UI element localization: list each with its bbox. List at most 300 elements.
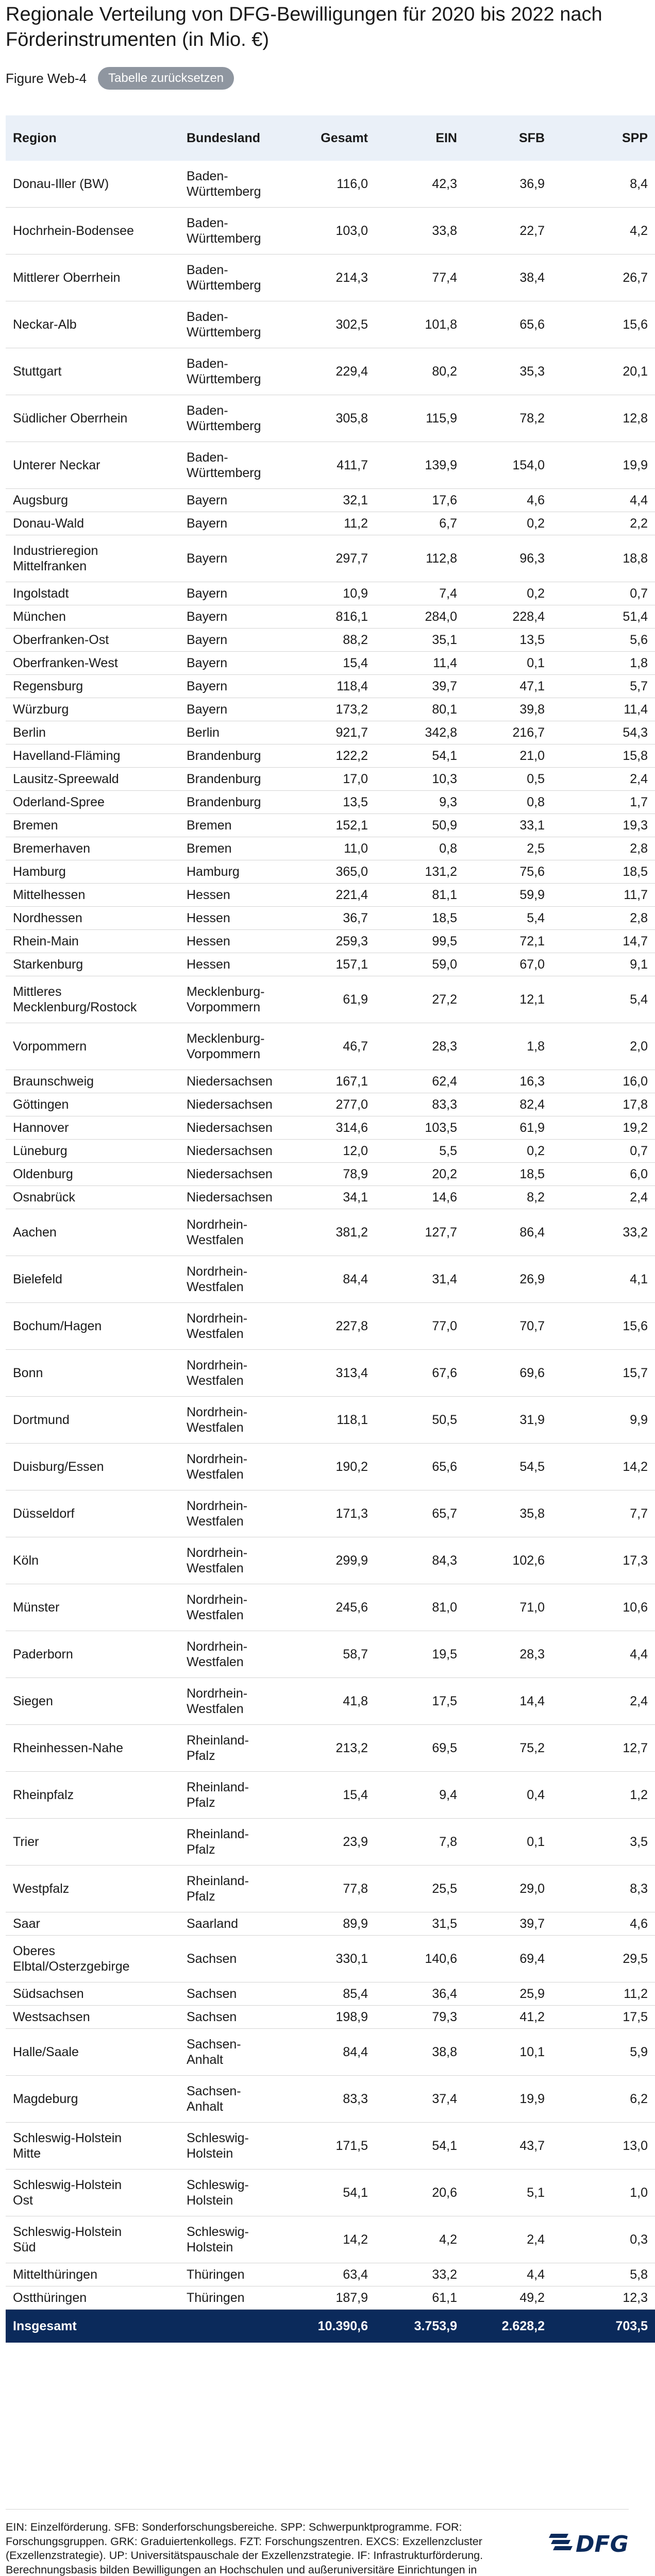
- cell-ein: 17,5: [375, 1678, 464, 1725]
- total-label: Insgesamt: [6, 2310, 179, 2343]
- cell-sfb: 2,5: [464, 837, 552, 860]
- cell-region: Oberfranken-Ost: [6, 629, 179, 652]
- cell-ein: 5,5: [375, 1140, 464, 1163]
- table-row: [6, 1186, 655, 1209]
- cell-region: Stuttgart: [6, 348, 179, 395]
- cell-sfb: 71,0: [464, 1584, 552, 1631]
- cell-ein: 77,0: [375, 1303, 464, 1350]
- cell-ein: 35,1: [375, 629, 464, 652]
- cell-spp: 1,7: [552, 791, 655, 814]
- cell-ein: 31,4: [375, 1256, 464, 1303]
- cell-sfb: 22,7: [464, 208, 552, 255]
- cell-bundesland: Bayern: [179, 512, 299, 535]
- table-row: [6, 744, 655, 768]
- cell-spp: 2,2: [552, 512, 655, 535]
- cell-bundesland: Nordrhein- Westfalen: [179, 1631, 299, 1678]
- cell-ein: 27,2: [375, 976, 464, 1023]
- cell-spp: 0,3: [552, 2216, 655, 2263]
- cell-bundesland: Nordrhein- Westfalen: [179, 1537, 299, 1584]
- cell-region: Mittelhessen: [6, 884, 179, 907]
- dfg-logo: [549, 2527, 629, 2557]
- table-row: [6, 1023, 655, 1070]
- table-row: [6, 1725, 655, 1772]
- cell-region: Göttingen: [6, 1093, 179, 1116]
- cell-spp: 4,6: [552, 1912, 655, 1936]
- cell-sfb: 49,2: [464, 2286, 552, 2310]
- table-row: [6, 605, 655, 629]
- table-row: [6, 1093, 655, 1116]
- cell-region: Köln: [6, 1537, 179, 1584]
- cell-gesamt: 277,0: [299, 1093, 375, 1116]
- table-row: [6, 1678, 655, 1725]
- cell-ein: 6,7: [375, 512, 464, 535]
- cell-gesamt: 171,5: [299, 2123, 375, 2170]
- cell-bundesland: Hessen: [179, 907, 299, 930]
- cell-sfb: 33,1: [464, 814, 552, 837]
- cell-region: Oderland-Spree: [6, 791, 179, 814]
- table-row: [6, 930, 655, 953]
- table-row: [6, 1772, 655, 1819]
- cell-spp: 5,7: [552, 675, 655, 698]
- cell-spp: 14,2: [552, 1444, 655, 1490]
- cell-gesamt: 58,7: [299, 1631, 375, 1678]
- table-row: [6, 512, 655, 535]
- cell-bundesland: Hamburg: [179, 860, 299, 884]
- column-header-sfb[interactable]: SFB: [464, 115, 552, 161]
- table-row: [6, 1070, 655, 1093]
- cell-ein: 62,4: [375, 1070, 464, 1093]
- cell-sfb: 2,4: [464, 2216, 552, 2263]
- cell-region: Vorpommern: [6, 1023, 179, 1070]
- table-row: [6, 1397, 655, 1444]
- cell-sfb: 69,6: [464, 1350, 552, 1397]
- cell-spp: 20,1: [552, 348, 655, 395]
- cell-sfb: 0,2: [464, 512, 552, 535]
- cell-gesamt: 89,9: [299, 1912, 375, 1936]
- table-row: [6, 1256, 655, 1303]
- cell-spp: 19,9: [552, 442, 655, 489]
- cell-bundesland: Bayern: [179, 652, 299, 675]
- cell-ein: 38,8: [375, 2029, 464, 2076]
- cell-region: Ingolstadt: [6, 582, 179, 605]
- cell-gesamt: 411,7: [299, 442, 375, 489]
- cell-ein: 50,5: [375, 1397, 464, 1444]
- cell-region: Braunschweig: [6, 1070, 179, 1093]
- cell-ein: 18,5: [375, 907, 464, 930]
- cell-region: Berlin: [6, 721, 179, 744]
- cell-spp: 8,3: [552, 1866, 655, 1912]
- page-title: Regionale Verteilung von DFG-Bewilligungen für 2020 bis 2022 nach Förderinstrumenten (in Mio. €): [6, 4, 602, 50]
- cell-spp: 5,4: [552, 976, 655, 1023]
- cell-spp: 0,7: [552, 582, 655, 605]
- cell-spp: 16,0: [552, 1070, 655, 1093]
- cell-gesamt: 167,1: [299, 1070, 375, 1093]
- table-row: [6, 860, 655, 884]
- cell-spp: 12,7: [552, 1725, 655, 1772]
- cell-gesamt: 85,4: [299, 1982, 375, 2006]
- figure-label: Figure Web-4: [6, 70, 87, 86]
- cell-region: Schleswig-Holstein Ost: [6, 2170, 179, 2216]
- table-row: [6, 2076, 655, 2123]
- table-row: [6, 442, 655, 489]
- table-total-row: [6, 2310, 655, 2343]
- cell-bundesland: Sachsen- Anhalt: [179, 2029, 299, 2076]
- cell-ein: 115,9: [375, 395, 464, 442]
- table-row: [6, 1444, 655, 1490]
- cell-bundesland: Bremen: [179, 814, 299, 837]
- table-row: [6, 2029, 655, 2076]
- cell-gesamt: 122,2: [299, 744, 375, 768]
- cell-region: Paderborn: [6, 1631, 179, 1678]
- cell-ein: 65,7: [375, 1490, 464, 1537]
- cell-bundesland: Schleswig- Holstein: [179, 2123, 299, 2170]
- cell-spp: 2,8: [552, 907, 655, 930]
- table-body: [6, 161, 655, 2310]
- cell-gesamt: 88,2: [299, 629, 375, 652]
- cell-bundesland: Niedersachsen: [179, 1163, 299, 1186]
- cell-region: Westsachsen: [6, 2006, 179, 2029]
- cell-gesamt: 187,9: [299, 2286, 375, 2310]
- logo-text: DFG: [576, 2531, 629, 2557]
- cell-region: Industrieregion Mittelfranken: [6, 535, 179, 582]
- cell-region: Oberes Elbtal/Osterzgebirge: [6, 1936, 179, 1982]
- cell-spp: 7,7: [552, 1490, 655, 1537]
- cell-spp: 5,8: [552, 2263, 655, 2286]
- cell-ein: 54,1: [375, 744, 464, 768]
- table-row: [6, 837, 655, 860]
- cell-spp: 11,7: [552, 884, 655, 907]
- cell-region: Schleswig-Holstein Süd: [6, 2216, 179, 2263]
- cell-spp: 11,4: [552, 698, 655, 721]
- cell-bundesland: Berlin: [179, 721, 299, 744]
- cell-gesamt: 259,3: [299, 930, 375, 953]
- cell-region: Rheinhessen-Nahe: [6, 1725, 179, 1772]
- cell-bundesland: Rheinland- Pfalz: [179, 1819, 299, 1866]
- cell-spp: 15,6: [552, 1303, 655, 1350]
- cell-ein: 37,4: [375, 2076, 464, 2123]
- table-row: [6, 953, 655, 976]
- cell-sfb: 154,0: [464, 442, 552, 489]
- table-row: [6, 675, 655, 698]
- cell-spp: 4,1: [552, 1256, 655, 1303]
- cell-bundesland: Sachsen: [179, 1982, 299, 2006]
- cell-region: Starkenburg: [6, 953, 179, 976]
- table-row: [6, 1140, 655, 1163]
- cell-sfb: 36,9: [464, 161, 552, 208]
- cell-sfb: 0,4: [464, 1772, 552, 1819]
- cell-spp: 17,5: [552, 2006, 655, 2029]
- cell-spp: 6,2: [552, 2076, 655, 2123]
- cell-spp: 14,7: [552, 930, 655, 953]
- cell-ein: 31,5: [375, 1912, 464, 1936]
- cell-sfb: 4,4: [464, 2263, 552, 2286]
- cell-sfb: 29,0: [464, 1866, 552, 1912]
- cell-sfb: 0,5: [464, 768, 552, 791]
- cell-region: Rheinpfalz: [6, 1772, 179, 1819]
- reset-table-button[interactable]: Tabelle zurücksetzen: [98, 67, 234, 90]
- cell-spp: 5,6: [552, 629, 655, 652]
- cell-spp: 2,4: [552, 1186, 655, 1209]
- table-row: [6, 208, 655, 255]
- table-row: [6, 1982, 655, 2006]
- data-table-container: [6, 115, 648, 2343]
- cell-bundesland: Nordrhein- Westfalen: [179, 1444, 299, 1490]
- cell-sfb: 25,9: [464, 1982, 552, 2006]
- cell-region: Saar: [6, 1912, 179, 1936]
- cell-ein: 28,3: [375, 1023, 464, 1070]
- cell-sfb: 39,7: [464, 1912, 552, 1936]
- cell-bundesland: Hessen: [179, 884, 299, 907]
- cell-bundesland: Schleswig- Holstein: [179, 2216, 299, 2263]
- cell-spp: 17,3: [552, 1537, 655, 1584]
- cell-gesamt: 34,1: [299, 1186, 375, 1209]
- table-row: [6, 1584, 655, 1631]
- cell-spp: 18,8: [552, 535, 655, 582]
- cell-spp: 10,6: [552, 1584, 655, 1631]
- table-row: [6, 255, 655, 301]
- total-spp: 703,5: [552, 2310, 655, 2343]
- cell-gesamt: 305,8: [299, 395, 375, 442]
- cell-ein: 59,0: [375, 953, 464, 976]
- cell-bundesland: Baden- Württemberg: [179, 255, 299, 301]
- cell-sfb: 54,5: [464, 1444, 552, 1490]
- cell-bundesland: Nordrhein- Westfalen: [179, 1209, 299, 1256]
- cell-ein: 80,2: [375, 348, 464, 395]
- cell-sfb: 28,3: [464, 1631, 552, 1678]
- total-bundesland: [179, 2310, 299, 2343]
- cell-spp: 15,6: [552, 301, 655, 348]
- cell-region: Ostthüringen: [6, 2286, 179, 2310]
- cell-gesamt: 63,4: [299, 2263, 375, 2286]
- cell-spp: 2,0: [552, 1023, 655, 1070]
- cell-region: Havelland-Fläming: [6, 744, 179, 768]
- cell-sfb: 228,4: [464, 605, 552, 629]
- cell-sfb: 86,4: [464, 1209, 552, 1256]
- cell-gesamt: 10,9: [299, 582, 375, 605]
- cell-region: Bochum/Hagen: [6, 1303, 179, 1350]
- cell-region: Hannover: [6, 1116, 179, 1140]
- table-row: [6, 907, 655, 930]
- cell-sfb: 21,0: [464, 744, 552, 768]
- cell-ein: 33,2: [375, 2263, 464, 2286]
- cell-gesamt: 54,1: [299, 2170, 375, 2216]
- cell-spp: 51,4: [552, 605, 655, 629]
- column-header-bundesland[interactable]: Bundesland: [179, 115, 299, 161]
- cell-spp: 4,2: [552, 208, 655, 255]
- cell-spp: 19,2: [552, 1116, 655, 1140]
- cell-gesamt: 221,4: [299, 884, 375, 907]
- column-header-ein[interactable]: EIN: [375, 115, 464, 161]
- cell-sfb: 0,1: [464, 1819, 552, 1866]
- cell-sfb: 61,9: [464, 1116, 552, 1140]
- cell-region: Osnabrück: [6, 1186, 179, 1209]
- cell-bundesland: Bayern: [179, 582, 299, 605]
- cell-ein: 284,0: [375, 605, 464, 629]
- cell-region: Siegen: [6, 1678, 179, 1725]
- cell-region: Rhein-Main: [6, 930, 179, 953]
- cell-bundesland: Nordrhein- Westfalen: [179, 1490, 299, 1537]
- cell-sfb: 96,3: [464, 535, 552, 582]
- cell-bundesland: Nordrhein- Westfalen: [179, 1397, 299, 1444]
- cell-ein: 33,8: [375, 208, 464, 255]
- cell-bundesland: Bayern: [179, 605, 299, 629]
- cell-region: Mittlerer Oberrhein: [6, 255, 179, 301]
- table-row: [6, 791, 655, 814]
- table-row: [6, 629, 655, 652]
- cell-bundesland: Rheinland- Pfalz: [179, 1772, 299, 1819]
- cell-sfb: 8,2: [464, 1186, 552, 1209]
- cell-gesamt: 11,0: [299, 837, 375, 860]
- cell-ein: 19,5: [375, 1631, 464, 1678]
- cell-bundesland: Nordrhein- Westfalen: [179, 1303, 299, 1350]
- figure-row: [6, 66, 234, 91]
- cell-bundesland: Thüringen: [179, 2286, 299, 2310]
- cell-gesamt: 15,4: [299, 1772, 375, 1819]
- cell-spp: 54,3: [552, 721, 655, 744]
- table-row: [6, 1303, 655, 1350]
- cell-spp: 4,4: [552, 1631, 655, 1678]
- data-table: [6, 115, 655, 2343]
- cell-spp: 5,9: [552, 2029, 655, 2076]
- logo-stripe-mid: [551, 2540, 570, 2544]
- cell-region: Magdeburg: [6, 2076, 179, 2123]
- cell-gesamt: 78,9: [299, 1163, 375, 1186]
- cell-ein: 112,8: [375, 535, 464, 582]
- cell-gesamt: 77,8: [299, 1866, 375, 1912]
- table-row: [6, 1116, 655, 1140]
- table-row: [6, 2170, 655, 2216]
- cell-spp: 3,5: [552, 1819, 655, 1866]
- cell-region: Bremerhaven: [6, 837, 179, 860]
- cell-sfb: 13,5: [464, 629, 552, 652]
- cell-region: Duisburg/Essen: [6, 1444, 179, 1490]
- cell-sfb: 69,4: [464, 1936, 552, 1982]
- cell-bundesland: Nordrhein- Westfalen: [179, 1350, 299, 1397]
- column-header-spp[interactable]: SPP: [552, 115, 655, 161]
- cell-ein: 20,2: [375, 1163, 464, 1186]
- table-row: [6, 2123, 655, 2170]
- cell-spp: 33,2: [552, 1209, 655, 1256]
- table-row: [6, 1490, 655, 1537]
- cell-ein: 81,0: [375, 1584, 464, 1631]
- cell-region: Oberfranken-West: [6, 652, 179, 675]
- cell-spp: 15,8: [552, 744, 655, 768]
- cell-gesamt: 381,2: [299, 1209, 375, 1256]
- cell-region: Aachen: [6, 1209, 179, 1256]
- cell-bundesland: Niedersachsen: [179, 1140, 299, 1163]
- cell-bundesland: Schleswig- Holstein: [179, 2170, 299, 2216]
- cell-ein: 42,3: [375, 161, 464, 208]
- cell-ein: 50,9: [375, 814, 464, 837]
- cell-bundesland: Brandenburg: [179, 744, 299, 768]
- total-sfb: 2.628,2: [464, 2310, 552, 2343]
- cell-region: München: [6, 605, 179, 629]
- cell-region: Nordhessen: [6, 907, 179, 930]
- cell-region: Münster: [6, 1584, 179, 1631]
- cell-spp: 1,8: [552, 652, 655, 675]
- table-header-row: [6, 115, 655, 161]
- cell-sfb: 75,2: [464, 1725, 552, 1772]
- table-row: [6, 768, 655, 791]
- cell-ein: 342,8: [375, 721, 464, 744]
- cell-bundesland: Sachsen: [179, 2006, 299, 2029]
- table-row: [6, 535, 655, 582]
- cell-region: Südlicher Oberrhein: [6, 395, 179, 442]
- cell-region: Mittelthüringen: [6, 2263, 179, 2286]
- cell-ein: 83,3: [375, 1093, 464, 1116]
- cell-gesamt: 152,1: [299, 814, 375, 837]
- cell-ein: 10,3: [375, 768, 464, 791]
- cell-bundesland: Baden- Württemberg: [179, 301, 299, 348]
- cell-region: Westpfalz: [6, 1866, 179, 1912]
- cell-spp: 19,3: [552, 814, 655, 837]
- cell-bundesland: Rheinland- Pfalz: [179, 1866, 299, 1912]
- cell-ein: 69,5: [375, 1725, 464, 1772]
- cell-ein: 99,5: [375, 930, 464, 953]
- cell-ein: 140,6: [375, 1936, 464, 1982]
- cell-ein: 84,3: [375, 1537, 464, 1584]
- cell-sfb: 18,5: [464, 1163, 552, 1186]
- cell-region: Unterer Neckar: [6, 442, 179, 489]
- cell-region: Augsburg: [6, 489, 179, 512]
- cell-gesamt: 116,0: [299, 161, 375, 208]
- cell-ein: 17,6: [375, 489, 464, 512]
- cell-bundesland: Hessen: [179, 953, 299, 976]
- cell-gesamt: 297,7: [299, 535, 375, 582]
- table-row: [6, 2263, 655, 2286]
- column-header-region[interactable]: Region: [6, 115, 179, 161]
- cell-sfb: 0,2: [464, 1140, 552, 1163]
- logo-stripe-top: [549, 2534, 568, 2538]
- cell-spp: 2,8: [552, 837, 655, 860]
- cell-region: Lüneburg: [6, 1140, 179, 1163]
- cell-ein: 67,6: [375, 1350, 464, 1397]
- cell-spp: 15,7: [552, 1350, 655, 1397]
- cell-gesamt: 816,1: [299, 605, 375, 629]
- cell-bundesland: Bayern: [179, 675, 299, 698]
- cell-gesamt: 83,3: [299, 2076, 375, 2123]
- cell-spp: 0,7: [552, 1140, 655, 1163]
- table-row: [6, 582, 655, 605]
- cell-gesamt: 23,9: [299, 1819, 375, 1866]
- cell-gesamt: 171,3: [299, 1490, 375, 1537]
- cell-region: Neckar-Alb: [6, 301, 179, 348]
- cell-bundesland: Hessen: [179, 930, 299, 953]
- cell-bundesland: Bayern: [179, 489, 299, 512]
- cell-gesamt: 13,5: [299, 791, 375, 814]
- cell-gesamt: 330,1: [299, 1936, 375, 1982]
- cell-spp: 1,0: [552, 2170, 655, 2216]
- cell-bundesland: Niedersachsen: [179, 1116, 299, 1140]
- cell-bundesland: Bayern: [179, 629, 299, 652]
- logo-stripe-bottom: [553, 2546, 573, 2550]
- cell-sfb: 67,0: [464, 953, 552, 976]
- cell-region: Würzburg: [6, 698, 179, 721]
- cell-ein: 127,7: [375, 1209, 464, 1256]
- cell-sfb: 70,7: [464, 1303, 552, 1350]
- cell-gesamt: 103,0: [299, 208, 375, 255]
- cell-region: Halle/Saale: [6, 2029, 179, 2076]
- column-header-gesamt[interactable]: Gesamt: [299, 115, 375, 161]
- table-row: [6, 1936, 655, 1982]
- cell-sfb: 0,8: [464, 791, 552, 814]
- cell-spp: 26,7: [552, 255, 655, 301]
- cell-bundesland: Brandenburg: [179, 768, 299, 791]
- cell-spp: 11,2: [552, 1982, 655, 2006]
- cell-sfb: 47,1: [464, 675, 552, 698]
- footnote: EIN: Einzelförderung. SFB: Sonderforschungsbereiche. SPP: Schwerpunktprogramme. FOR: Forschungsgruppen. GRK: Graduiertenkollegs. FZT: Forschungszentren. EXCS: Exzellenzcluster (Exzellenzstrategie). UP: Universitätspauschale der Exzellenzstrategie. IF: Infrastrukturförderung. Berechnungsbasis bilden Bewilligungen an Hochschulen und außeruniversitäre Einrichtungen in: [6, 2521, 483, 2576]
- cell-sfb: 59,9: [464, 884, 552, 907]
